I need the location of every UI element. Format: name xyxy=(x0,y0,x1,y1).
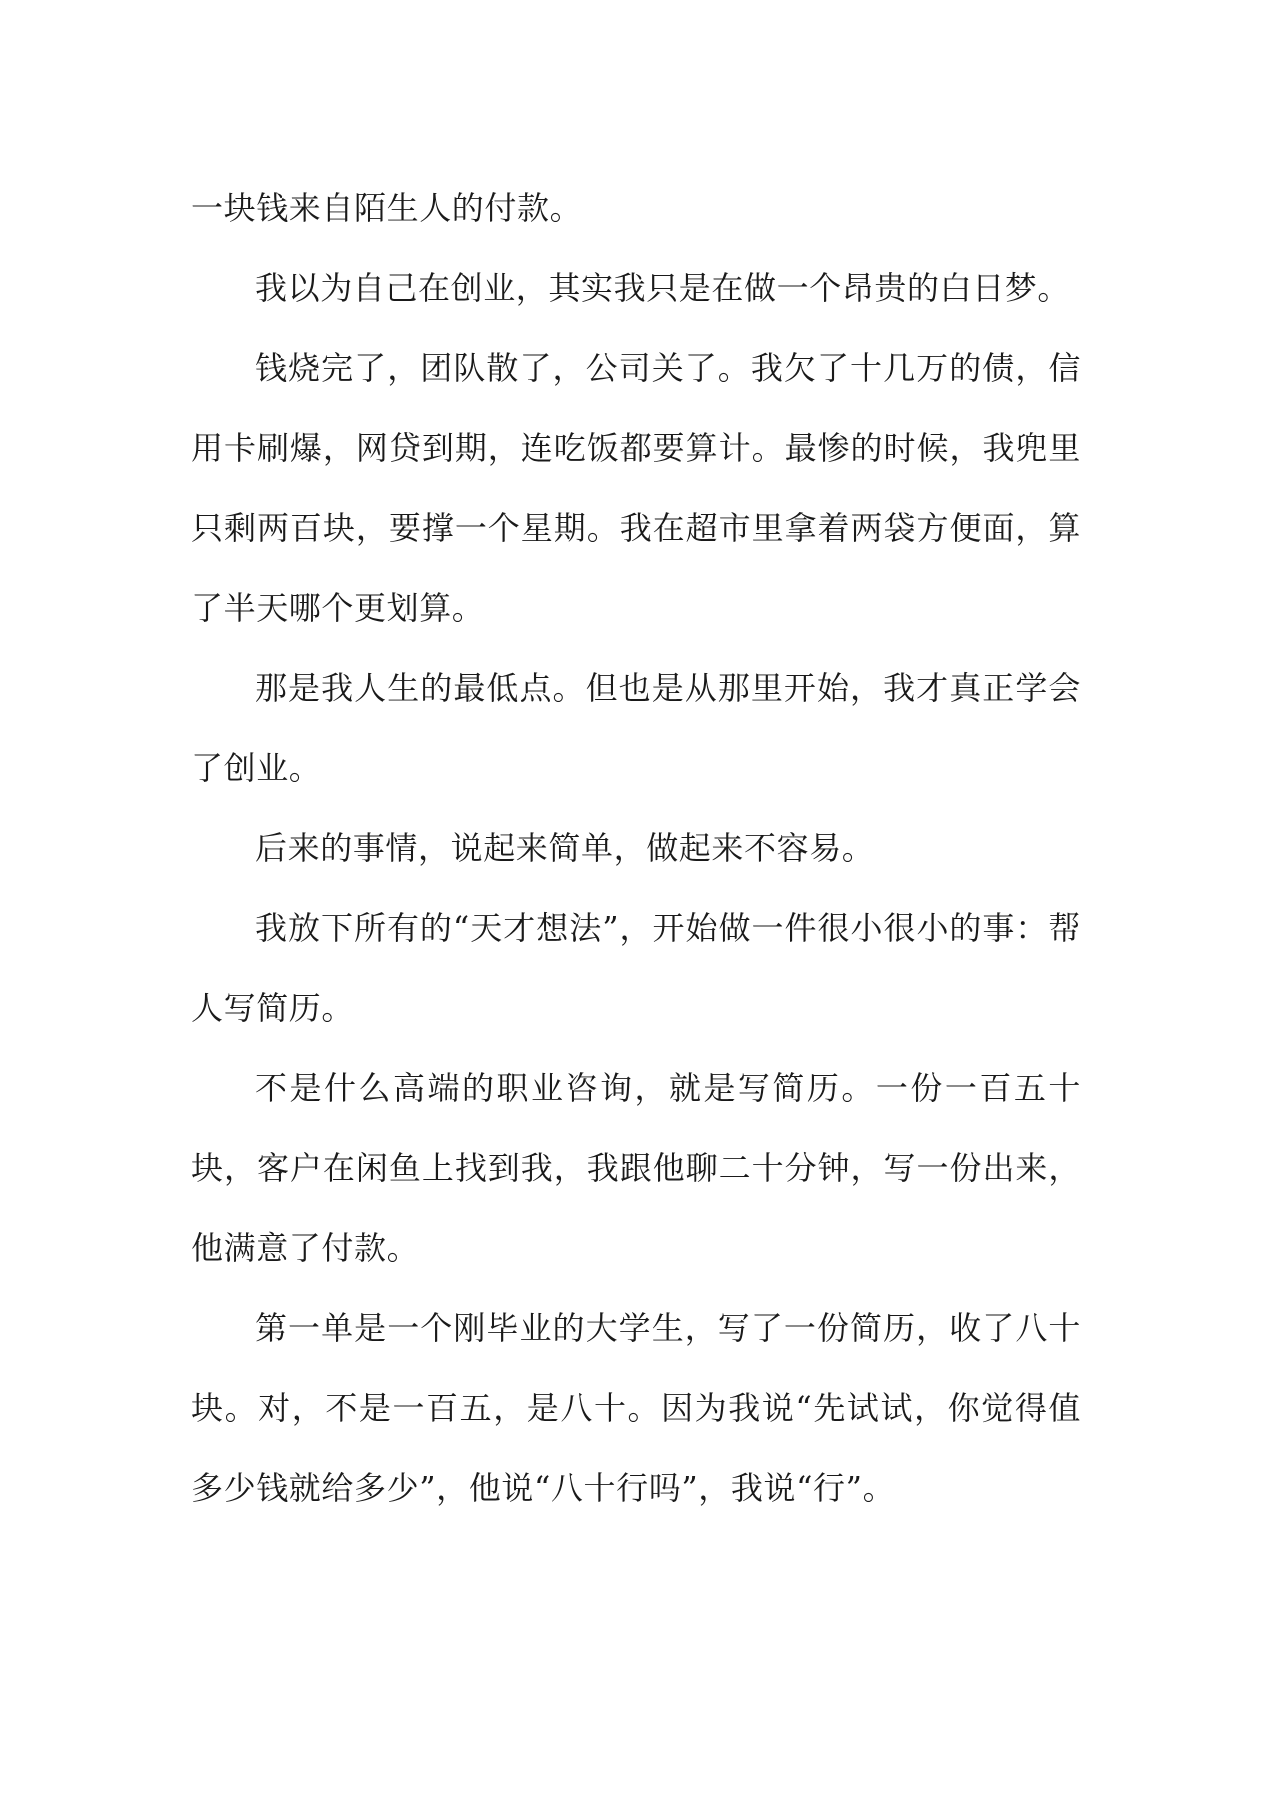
paragraph-7: 不是什么高端的职业咨询，就是写简历。一份一百五十块，客户在闲鱼上找到我，我跟他聊二十分钟，写一份出来，他满意了付款。 xyxy=(191,1069,1081,1267)
paragraph-8: 第一单是一个刚毕业的大学生，写了一份简历，收了八十块。对，不是一百五，是八十。因为我说“先试试，你觉得值多少钱就给多少”，他说“八十行吗”，我说“行”。 xyxy=(191,1309,1081,1507)
paragraph-4: 那是我人生的最低点。但也是从那里开始，我才真正学会了创业。 xyxy=(191,669,1081,787)
paragraph-1: 一块钱来自陌生人的付款。 xyxy=(191,189,583,227)
paragraph-6: 我放下所有的“天才想法”，开始做一件很小很小的事：帮人写简历。 xyxy=(191,909,1081,1027)
paragraph-5: 后来的事情，说起来简单，做起来不容易。 xyxy=(255,829,875,867)
paragraph-3: 钱烧完了，团队散了，公司关了。我欠了十几万的债，信用卡刷爆，网贷到期，连吃饭都要算计。最惨的时候，我兜里只剩两百块，要撑一个星期。我在超市里拿着两袋方便面，算了半天哪个更划算。 xyxy=(191,349,1081,627)
paragraph-2: 我以为自己在创业，其实我只是在做一个昂贵的白日梦。 xyxy=(255,269,1071,307)
body-text xyxy=(191,168,1081,1528)
